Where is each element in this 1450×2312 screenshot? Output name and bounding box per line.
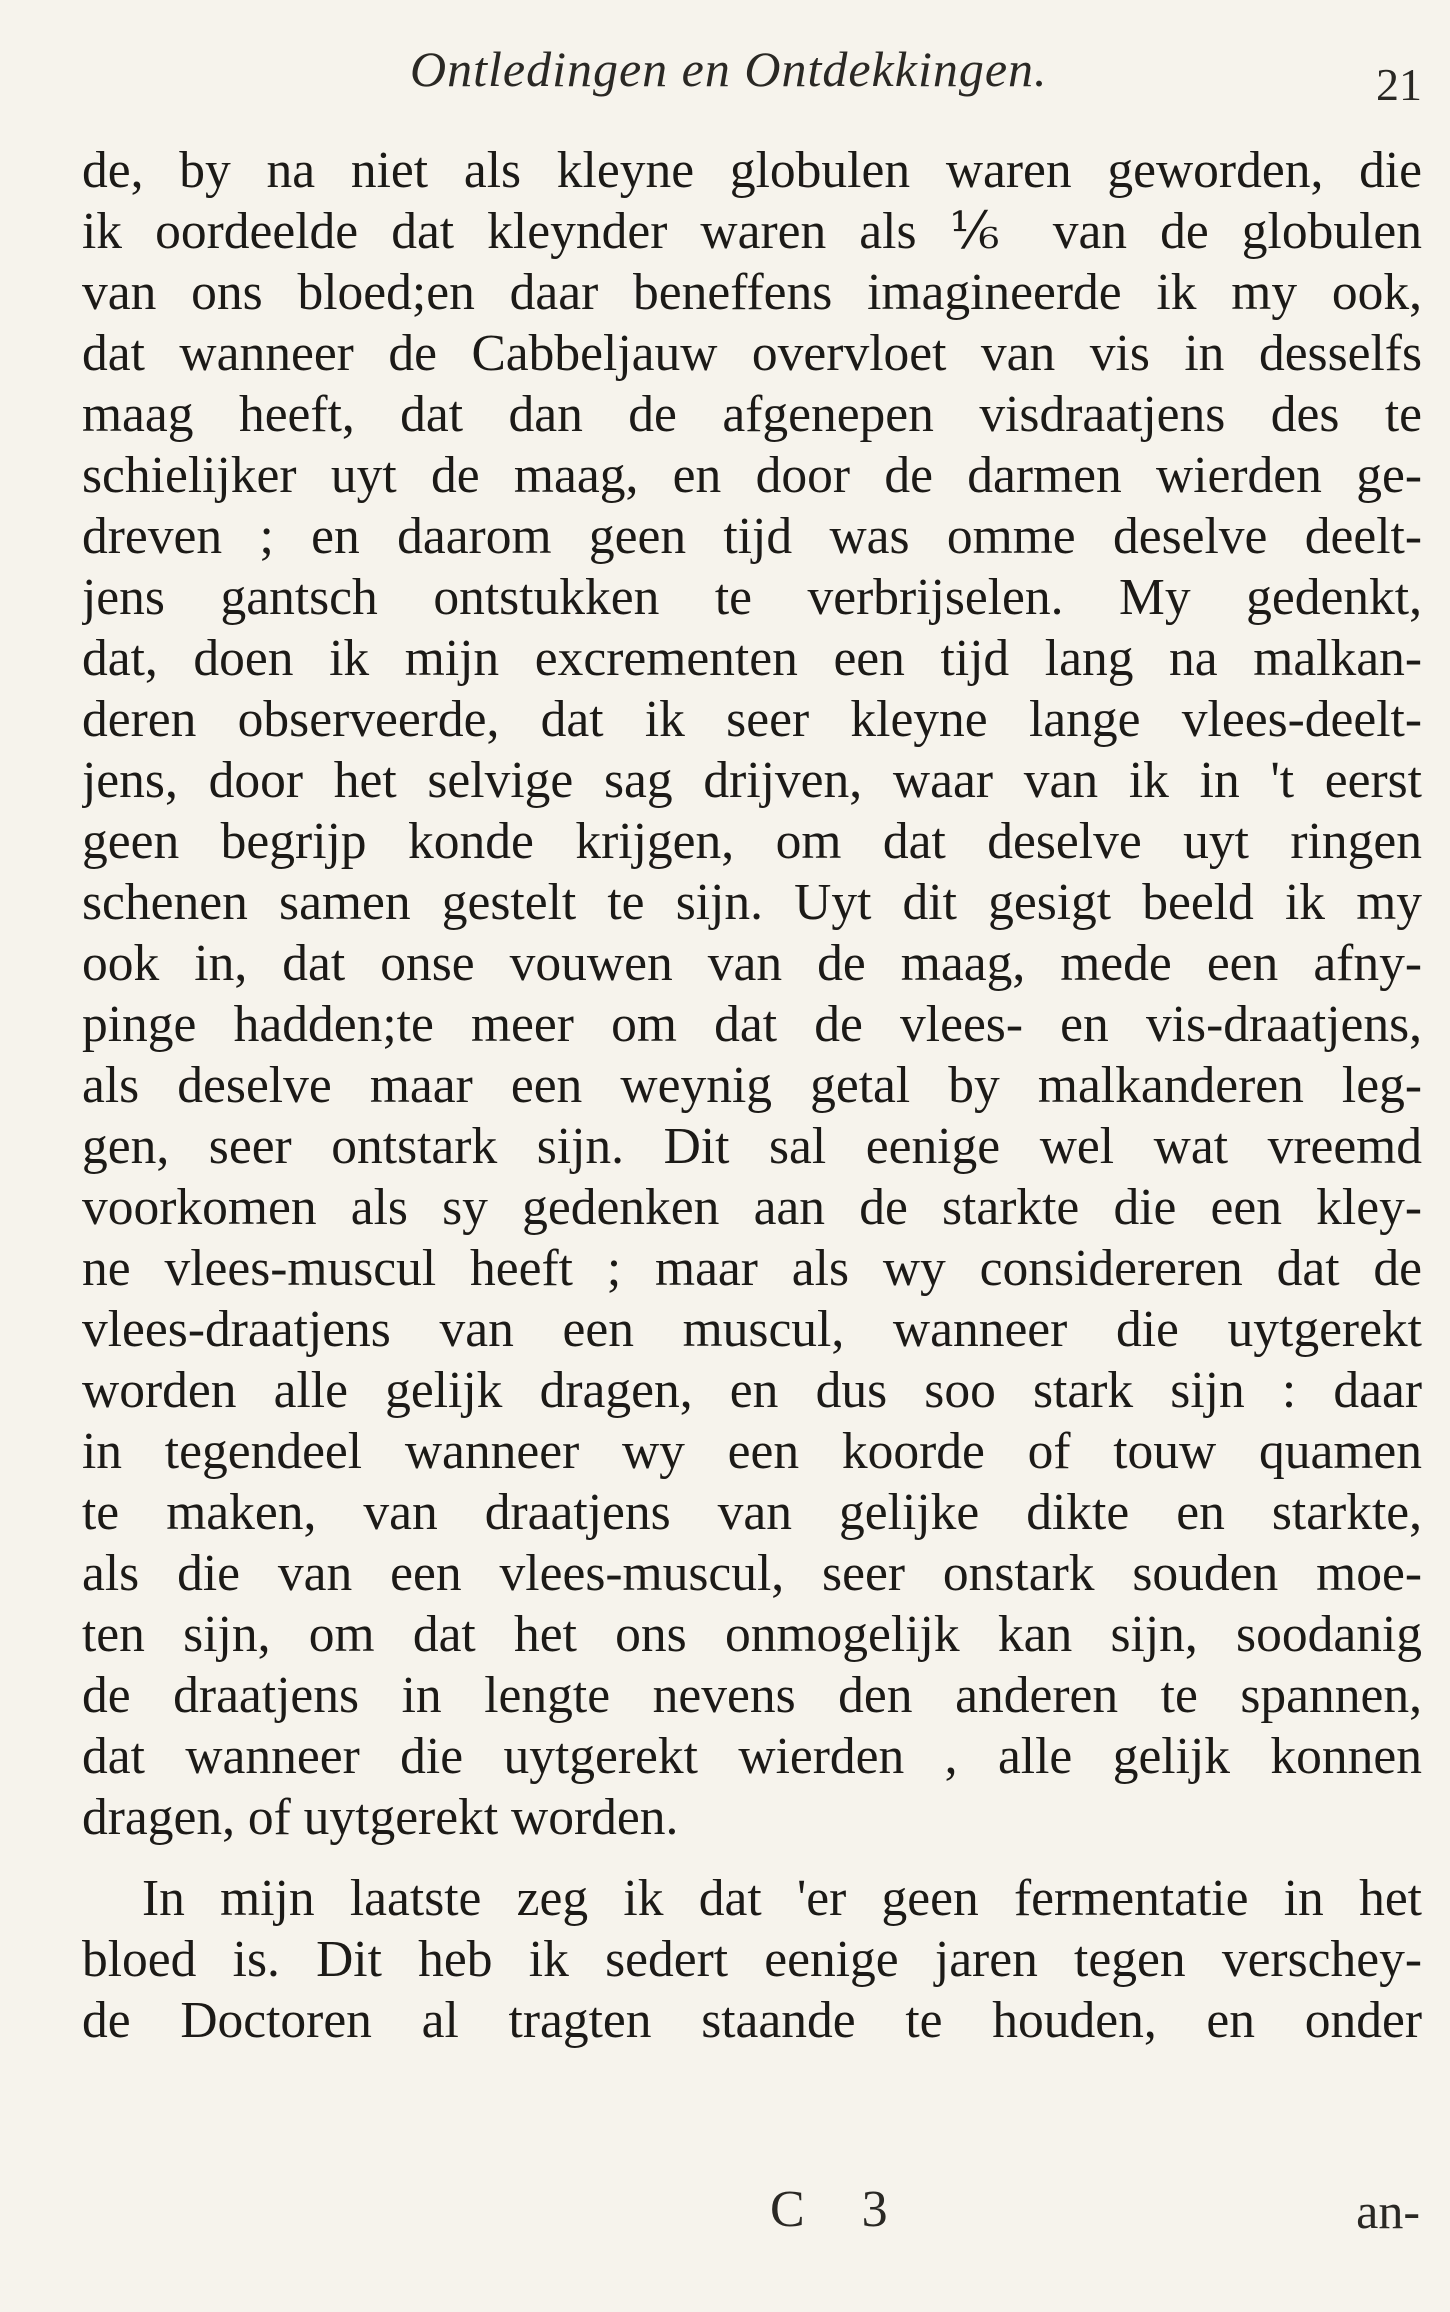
text-line: ook in, dat onse vouwen van de maag, mede een afny- bbox=[82, 935, 1422, 992]
catchword: an- bbox=[1356, 2183, 1420, 2239]
text-line: te maken, van draatjens van gelijke dikte en starkte, bbox=[82, 1484, 1422, 1541]
text-line: de, by na niet als kleyne globulen waren geworden, die bbox=[82, 142, 1422, 199]
text-line: In mijn laatste zeg ik dat 'er geen fermentatie in het bbox=[142, 1870, 1422, 1927]
text-line: worden alle gelijk dragen, en dus soo stark sijn : daar bbox=[82, 1362, 1422, 1419]
text-line: in tegendeel wanneer wy een koorde of touw quamen bbox=[82, 1423, 1422, 1480]
text-line: geen begrijp konde krijgen, om dat deselve uyt ringen bbox=[82, 813, 1422, 870]
text-line: pinge hadden;te meer om dat de vlees- en vis-draatjens, bbox=[82, 996, 1422, 1053]
text-line: dat wanneer de Cabbeljauw overvloet van vis in desselfs bbox=[82, 325, 1422, 382]
text-line: deren observeerde, dat ik seer kleyne lange vlees-deelt- bbox=[82, 691, 1422, 748]
text-line: schielijker uyt de maag, en door de darmen wierden ge- bbox=[82, 447, 1422, 504]
body-text bbox=[82, 140, 1422, 2051]
page-number: 21 bbox=[1376, 59, 1422, 110]
text-line: maag heeft, dat dan de afgenepen visdraatjens des te bbox=[82, 386, 1422, 443]
text-line: jens gantsch ontstukken te verbrijselen. My gedenkt, bbox=[82, 569, 1422, 626]
text-line: ten sijn, om dat het ons onmogelijk kan sijn, soodanig bbox=[82, 1606, 1422, 1663]
text-line: schenen samen gestelt te sijn. Uyt dit gesigt beeld ik my bbox=[82, 874, 1422, 931]
text-line: van ons bloed;en daar beneffens imagineerde ik my ook, bbox=[82, 264, 1422, 321]
text-line: ik oordeelde dat kleynder waren als ⅙ van de globulen bbox=[82, 203, 1422, 260]
text-line: de draatjens in lengte nevens den anderen te spannen, bbox=[82, 1667, 1422, 1724]
text-line: vlees-draatjens van een muscul, wanneer die uytgerekt bbox=[82, 1301, 1422, 1358]
text-line: als deselve maar een weynig getal by malkanderen leg- bbox=[82, 1057, 1422, 1114]
paragraph bbox=[82, 1868, 1422, 2051]
text-line: voorkomen als sy gedenken aan de starkte die een kley- bbox=[82, 1179, 1422, 1236]
text-line: ne vlees-muscul heeft ; maar als wy considereren dat de bbox=[82, 1240, 1422, 1297]
running-title: Ontledingen en Ontdekkingen. bbox=[410, 41, 1048, 97]
signature-mark: C 3 bbox=[770, 2181, 910, 2238]
text-line: als die van een vlees-muscul, seer onstark souden moe- bbox=[82, 1545, 1422, 1602]
text-line: gen, seer ontstark sijn. Dit sal eenige wel wat vreemd bbox=[82, 1118, 1422, 1175]
text-line: dat, doen ik mijn excrementen een tijd lang na malkan- bbox=[82, 630, 1422, 687]
text-line: dragen, of uytgerekt worden. bbox=[82, 1789, 679, 1846]
text-line: dreven ; en daarom geen tijd was omme deselve deelt- bbox=[82, 508, 1422, 565]
text-line: bloed is. Dit heb ik sedert eenige jaren tegen verschey- bbox=[82, 1931, 1422, 1988]
text-line: dat wanneer die uytgerekt wierden , alle gelijk konnen bbox=[82, 1728, 1422, 1785]
text-line: jens, door het selvige sag drijven, waar van ik in 't eerst bbox=[82, 752, 1422, 809]
paragraph bbox=[82, 140, 1422, 1848]
text-line: de Doctoren al tragten staande te houden, en onder bbox=[82, 1992, 1422, 2049]
paragraph-gap bbox=[82, 1848, 1422, 1868]
